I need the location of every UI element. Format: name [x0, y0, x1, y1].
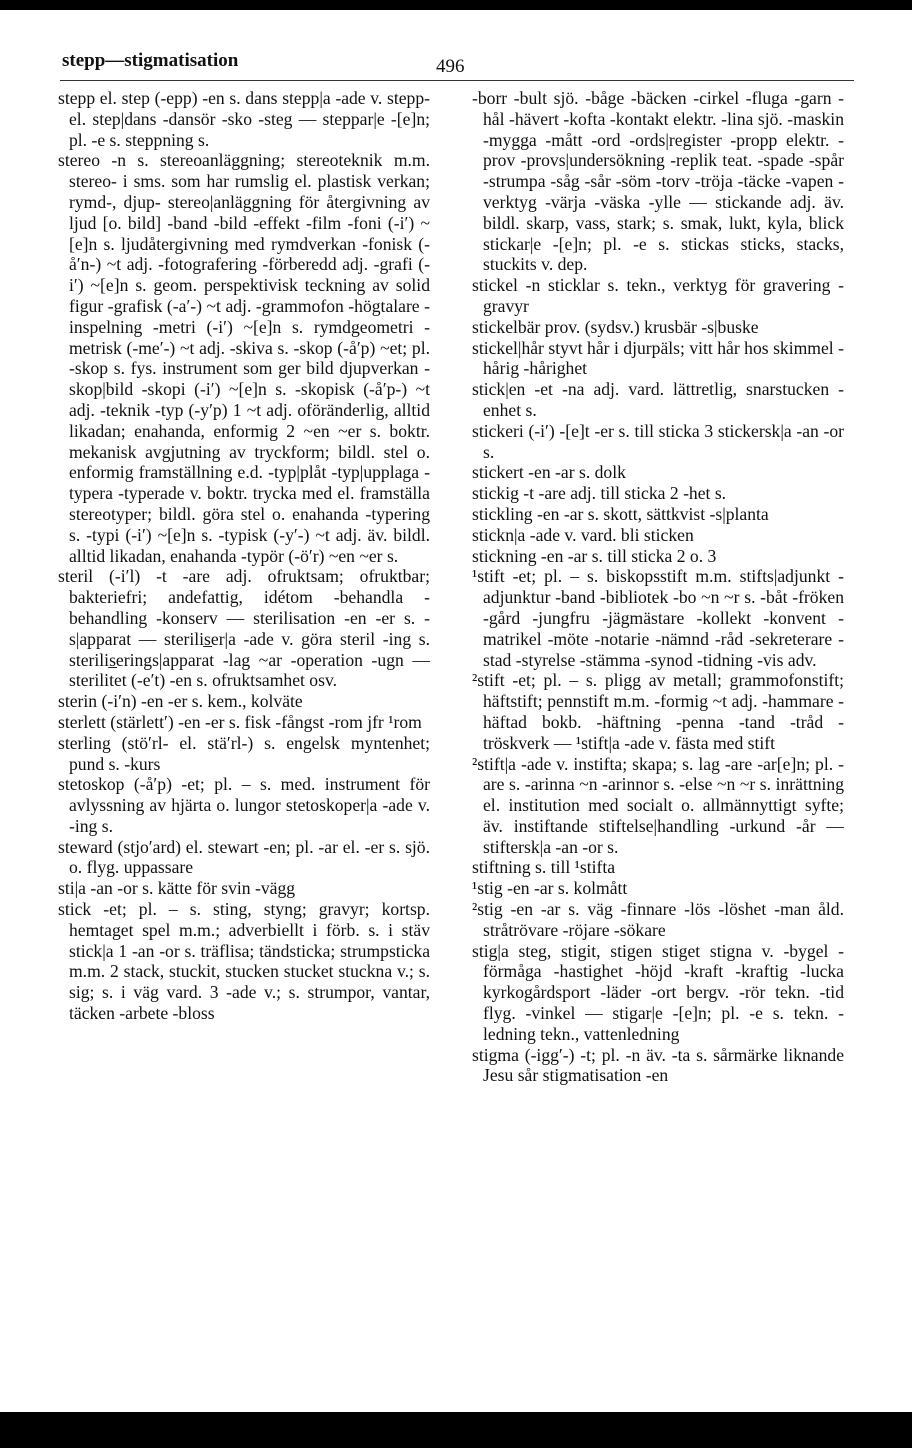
entry-steril: steril (-i′l) -t -are adj. ofruktsam; ofruktbar; bakteriefri; andefattig, idétom -behandla -behandling -konserv — sterilisation -en -er s. -s|apparat — sterilis̲er|a -ade v. göra steril -ing s. sterilis̲erings|apparat -lag ~ar -operation -ugn — sterilitet (-e′t) -en s. ofruktsamhet osv.	[58, 566, 430, 691]
entry-sterling: sterling (stö′rl- el. stä′rl-) s. engelsk myntenhet; pund s. -kurs	[58, 732, 430, 774]
running-head: stepp—stigmatisation	[62, 50, 239, 71]
entry-steward: steward (stjo′ard) el. stewart -en; pl. -ar el. -er s. sjö. o. flyg. uppassare	[58, 836, 430, 878]
entry-stickert: stickert -en -ar s. dolk	[472, 462, 626, 483]
left-column	[58, 88, 430, 1024]
entry-stift-1: ¹stift -et; pl. – s. biskopsstift m.m. stifts|adjunkt -adjunktur -band -bibliotek -bo ~n ~r s. -båt -fröken -gård -jungfru -jägmästare -kollekt -konvent -matrikel -möte -notarie -nämnd -råd -sekreterare -stad -styrelse -stämma -synod -tidning -vis adv.	[472, 566, 844, 670]
entry-stickling: stickling -en -ar s. skott, sättkvist -s|planta	[472, 503, 769, 524]
entry-stetoskop: stetoskop (-å′p) -et; pl. – s. med. instrument för avlyssning av hjärta o. lungor stetoskoper|a -ade v. -ing s.	[58, 774, 430, 836]
entry-stickelbar: stickelbär prov. (sydsv.) krusbär -s|buske	[472, 316, 759, 337]
entry-stia: sti|a -an -or s. kätte för svin -vägg	[58, 878, 296, 899]
entry-sticka: stickn|a -ade v. vard. bli sticken	[472, 524, 694, 545]
entry-stig-2: ²stig -en -ar s. väg -finnare -lös -löshet -man åld. stråtrövare -röjare -sökare	[472, 899, 844, 940]
entry-sticken: stick|en -et -na adj. vard. lättretlig, snarstucken -enhet s.	[472, 379, 844, 420]
entry-stickeri: stickeri (-i′) -[e]t -er s. till sticka 3 stickersk|a -an -or s.	[472, 420, 844, 462]
entry-stick: stick -et; pl. – s. sting, styng; gravyr; kortsp. hemtaget spel m.m.; adverbiellt i förb. s. i stäv stick|a 1 -an -or s. träflisa; tändsticka; strumpsticka m.m. 2 stack, stuckit, stucken stucket stuckna v.; s. sig; s. i väg vard. 3 -ade v.; s. strumpor, vantar, täcken -arbete -bloss	[58, 899, 430, 1024]
entry-stig-1: ¹stig -en -ar s. kolmått	[472, 878, 628, 899]
entry-stick-continued: -borr -bult sjö. -båge -bäcken -cirkel -fluga -garn -hål -hävert -kofta -kontakt elektr. -lina sjö. -maskin -mygga -mått -ord -ords|register -propp elektr. -prov -provs|undersökning -replik teat. -spade -spår -strumpa -såg -sår -söm -torv -tröja -täcke -vapen -verktyg -värja -väska -ylle — stickande adj. äv. bildl. skarp, vass, stark; s. smak, lukt, kyla, blick stickar|e -[e]n; pl. -e s. stickas sticks, stacks, stuckits v. dep.	[472, 88, 844, 275]
right-column	[472, 88, 844, 1086]
entry-stereo: stereo -n s. stereoanläggning; stereoteknik m.m. stereo- i sms. som har rumslig el. plastisk verkan; rymd-, djup- stereo|anläggning för återgivning av ljud [o. bild] -band -bild -effekt -film -foni (-i′) ~[e]n s. ljudåtergivning med rymdverkan -fonisk (-å′n-) ~t adj. -fotografering -förberedd adj. -grafi (-i′) ~[e]n s. geom. perspektivisk teckning av solid figur -grafisk (-a′-) ~t adj. -grammofon -högtalare -inspelning -metri (-i′) ~[e]n s. rymdgeometri -metrisk (-me′-) ~t adj. -skiva s. -skop (-å′p) ~et; pl. -skop s. fys. instrument som ger bild djupverkan -skop|bild -skopi (-i′) ~[e]n s. -skopisk (-å′p-) ~t adj. -teknik -typ (-y′p) 1 ~t adj. oföränderlig, alltid likadan; enahanda, enformig 2 ~en ~er s. boktr. mekanisk avgjutning av tryckform; bildl. stel o. enformig framställning e.d. -typ|plåt -typ|upplaga -typera -typerade v. boktr. trycka med el. framställa stereotyper; bildl. göra stel o. enahanda -typering s. -typi (-i′) ~[e]n s. -typisk (-y′-) ~t adj. äv. bildl. alltid likadan, enahanda -typör (-ö′r) ~en ~er s.	[58, 150, 430, 566]
entry-stift-2: ²stift -et; pl. – s. pligg av metall; grammofonstift; häftstift; pennstift m.m. -formig ~t adj. -hammare -häftad bokb. -häftning -penna -tand -tråd -tröskverk — ¹stift|a -ade v. fästa med stift	[472, 670, 844, 753]
entry-stepp: stepp el. step (-epp) -en s. dans stepp|a -ade v. stepp- el. step|dans -dansör -sko -steg — steppar|e -[e]n; pl. -e s. steppning s.	[58, 88, 430, 150]
page-number: 496	[436, 56, 465, 77]
entry-stigma: stigma (-igg′-) -t; pl. -n äv. -ta s. sårmärke liknande Jesu sår stigmatisation -en	[472, 1044, 844, 1086]
entry-stickelhar: stickel|hår styvt hår i djurpäls; vitt hår hos skimmel -hårig -hårighet	[472, 337, 844, 379]
header-rule	[60, 80, 854, 81]
entry-sterin: sterin (-i′n) -en -er s. kem., kolväte	[58, 691, 303, 712]
entry-stickning: stickning -en -ar s. till sticka 2 o. 3	[472, 545, 717, 566]
entry-stiftning: stiftning s. till ¹stifta	[472, 857, 616, 878]
scan-border-bottom	[0, 1412, 912, 1448]
entry-stickel: stickel -n sticklar s. tekn., verktyg för gravering -gravyr	[472, 275, 844, 316]
entry-stickig: stickig -t -are adj. till sticka 2 -het s.	[472, 483, 727, 504]
entry-stifta-2: ²stift|a -ade v. instifta; skapa; s. lag -are -ar[e]n; pl. -are s. -arinna ~n -arinnor s. -else ~n ~r s. inrättning el. institution med socialt o. allmännyttigt syfte; äv. instiftande stiftelse|handling -urkund -år — stiftersk|a -an -or s.	[472, 753, 844, 857]
scan-border-top	[0, 0, 912, 10]
entry-sterlett: sterlett (stärlett′) -en -er s. fisk -fångst -rom jfr ¹rom	[58, 711, 422, 732]
entry-stiga: stig|a steg, stigit, stigen stiget stigna v. -bygel -förmåga -hastighet -höjd -kraft -kraftig -lucka kyrkogårdsport -läder -ort bergv. -rör tekn. -tid flyg. -vinkel — stigar|e -[e]n; pl. -e s. tekn. -ledning tekn., vattenledning	[472, 940, 844, 1044]
